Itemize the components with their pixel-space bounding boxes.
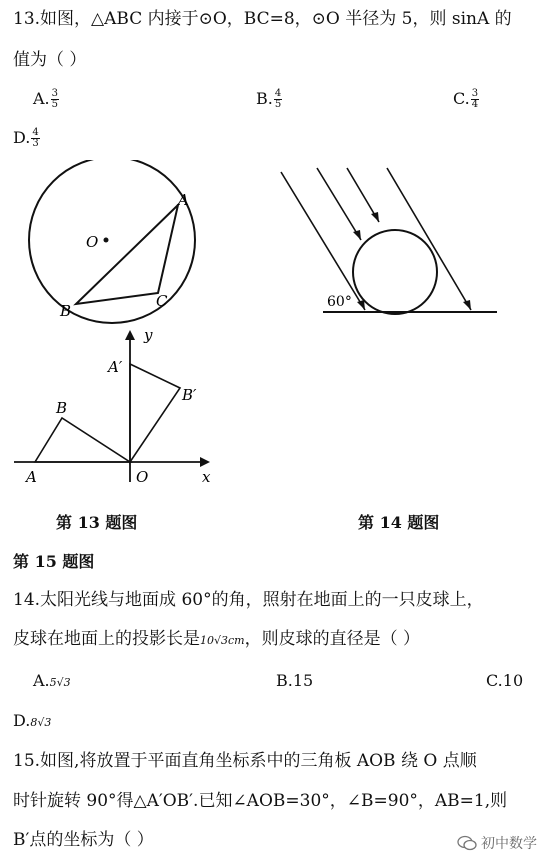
x-axis-arrow (200, 457, 210, 467)
stem-text: 皮球在地面上的投影长是 (13, 629, 200, 649)
label-c: C (156, 292, 168, 310)
q13-option-a (33, 88, 59, 110)
numerator: 3 (51, 88, 59, 99)
math-expression: 10√3cm (200, 634, 245, 647)
q13-stem-line2: 值为（ ） (13, 50, 87, 70)
wechat-icon (457, 835, 477, 851)
option-label: B. (256, 89, 273, 108)
q13-option-d (13, 127, 40, 149)
label-b: B (60, 302, 72, 320)
fraction (274, 89, 282, 110)
caption-figure-15: 第 15 题图 (13, 552, 95, 571)
label-x: x (202, 468, 211, 486)
q14-option-c: C.10 (486, 671, 524, 690)
denominator: 5 (51, 99, 59, 110)
math-expression: 8√3 (30, 716, 52, 729)
watermark-text: 初中数学 (481, 836, 537, 852)
label-o: O (86, 233, 99, 251)
figure-14 (275, 160, 505, 320)
caption-figure-14: 第 14 题图 (358, 513, 440, 532)
q13-option-c (453, 88, 479, 110)
q13-option-b (256, 88, 282, 110)
label-y: y (144, 326, 153, 344)
watermark (457, 833, 537, 853)
option-label: A. (33, 671, 50, 690)
q14-option-d (13, 710, 51, 734)
denominator: 3 (32, 138, 39, 149)
denominator: 5 (274, 99, 282, 110)
label-o: O (136, 468, 149, 486)
triangle-aob (35, 418, 130, 462)
fraction (471, 89, 479, 110)
label-a: A (178, 191, 189, 209)
label-b-prime: B′ (182, 386, 197, 404)
label-a: A (26, 468, 37, 486)
figure-15 (10, 322, 220, 492)
q14-option-b: B.15 (276, 671, 314, 690)
q13-stem-line1: 13.如图，△ABC 内接于⊙O，BC=8，⊙O 半径为 5，则 sinA 的 (13, 9, 512, 29)
caption-figure-13: 第 13 题图 (56, 513, 138, 532)
figure-13 (20, 160, 220, 325)
center-dot (104, 238, 109, 243)
math-expression: 5√3 (49, 676, 71, 689)
q14-stem-line1: 14.太阳光线与地面成 60°的角，照射在地面上的一只皮球上， (13, 590, 484, 610)
ray-arrowheads (353, 212, 471, 310)
denominator: 4 (471, 99, 479, 110)
q14-stem-line2 (13, 628, 420, 652)
label-a-prime: A′ (108, 358, 123, 376)
label-b: B (56, 399, 68, 417)
fraction (51, 89, 59, 110)
option-label: D. (13, 711, 31, 730)
triangle-a-prime-ob-prime (130, 364, 180, 462)
q15-stem-line3: B′点的坐标为（ ） (13, 830, 154, 850)
option-label: C. (453, 89, 470, 108)
q15-stem-line2: 时针旋转 90°得△A′OB′.已知∠AOB=30°，∠B=90°，AB=1,则 (13, 791, 508, 811)
numerator: 3 (471, 88, 479, 99)
stem-text: ，则皮球的直径是（ ） (244, 629, 421, 649)
angle-label: 60° (327, 294, 352, 310)
fraction (31, 128, 39, 149)
option-label: A. (33, 89, 50, 108)
triangle-abc (76, 205, 178, 304)
numerator: 4 (32, 127, 39, 138)
y-axis-arrow (125, 330, 135, 340)
sun-rays (281, 168, 471, 310)
option-label: D. (13, 128, 31, 147)
numerator: 4 (274, 88, 282, 99)
q15-stem-line1: 15.如图,将放置于平面直角坐标系中的三角板 AOB 绕 O 点顺 (13, 751, 477, 771)
ball (353, 230, 437, 314)
q14-option-a (33, 670, 71, 694)
